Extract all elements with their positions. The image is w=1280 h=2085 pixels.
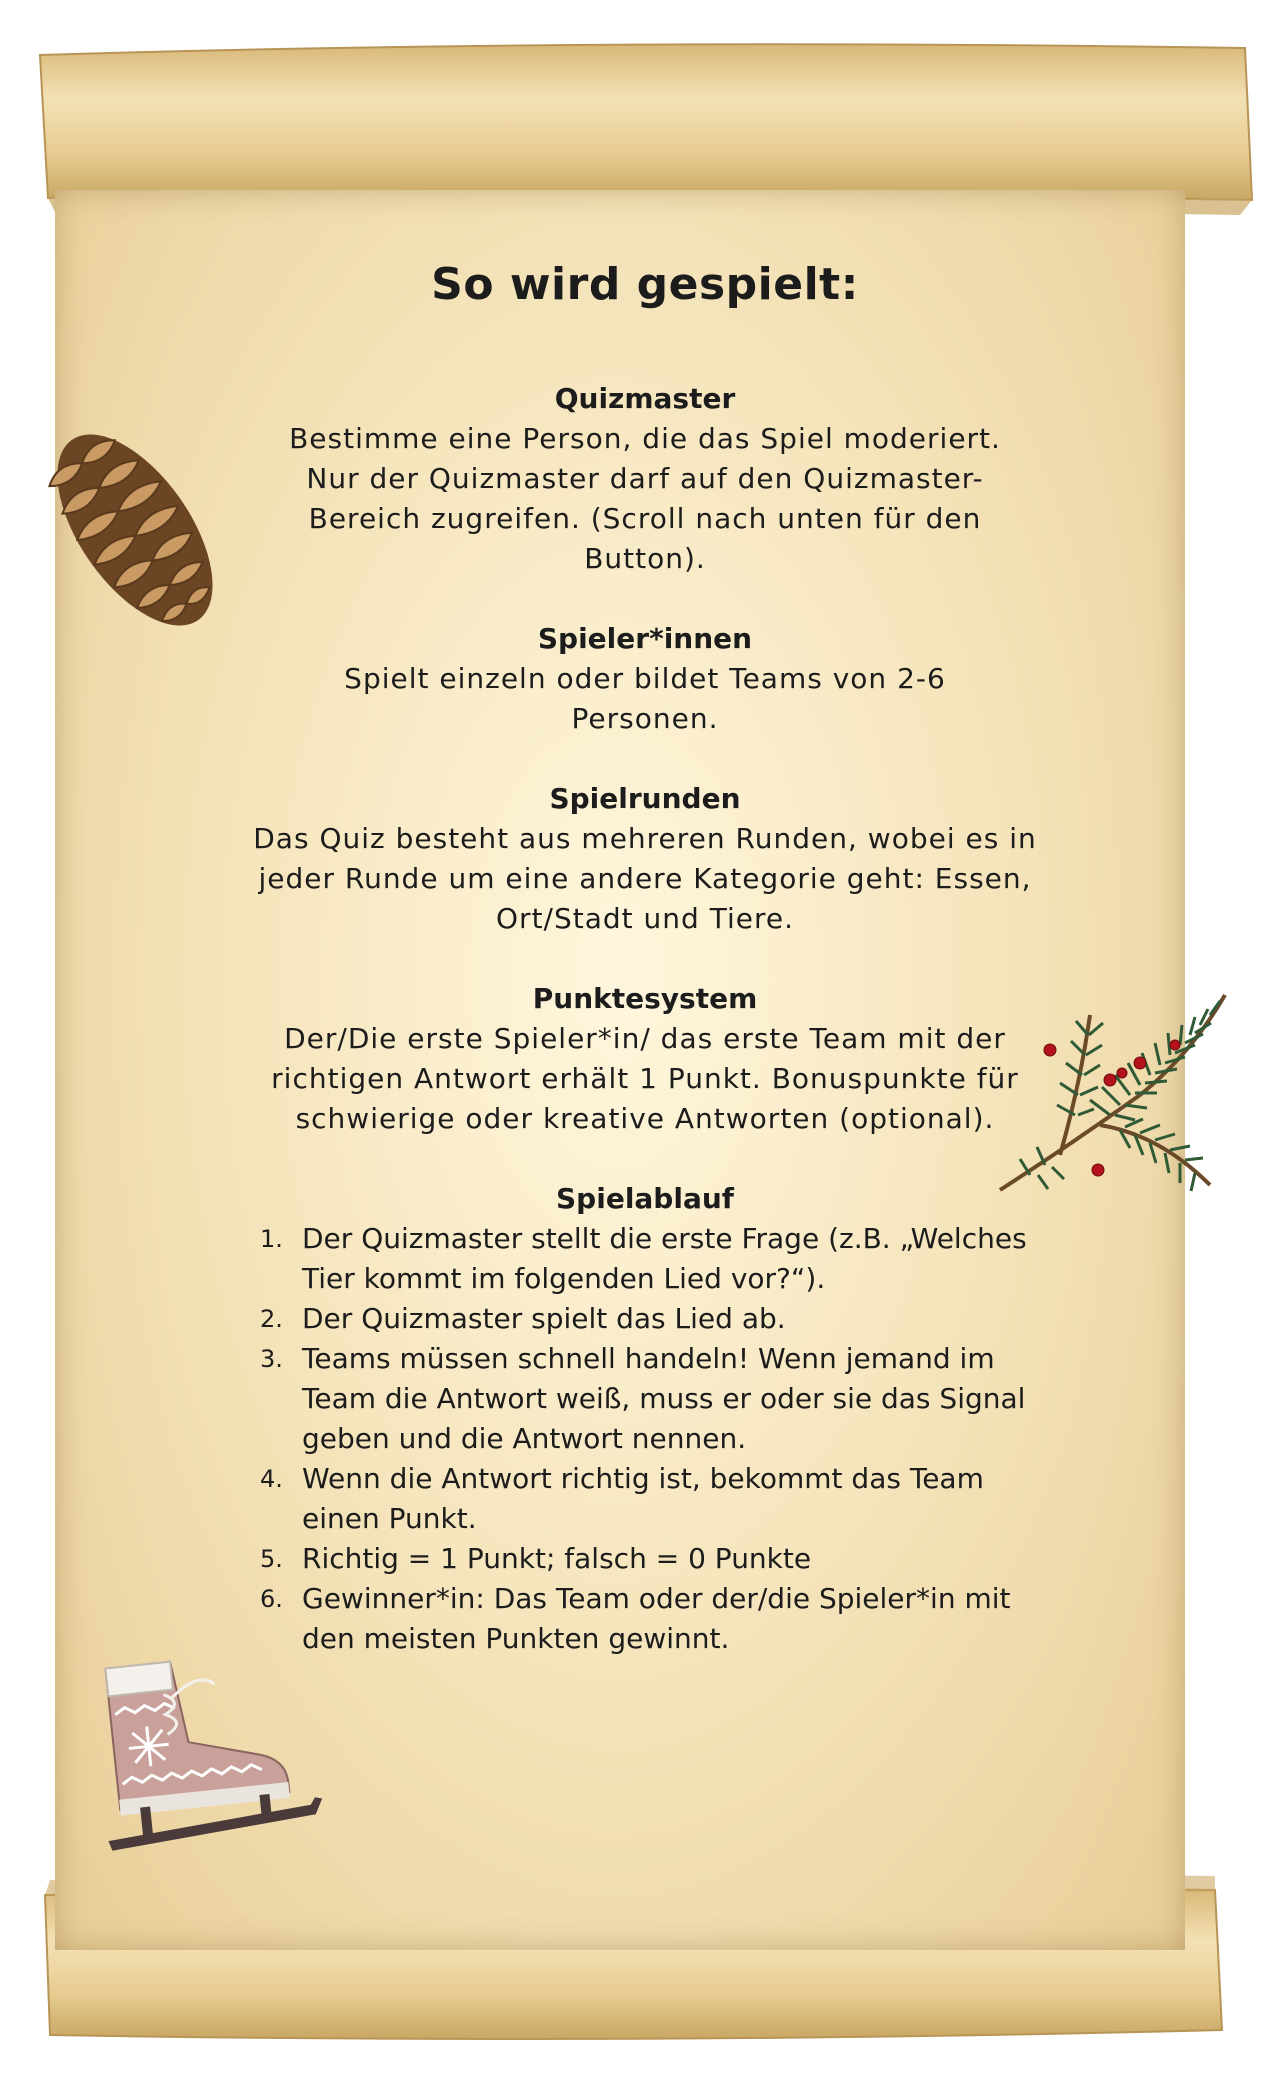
section-heading: Punktesystem bbox=[532, 982, 758, 1015]
pinecone-icon bbox=[30, 405, 240, 655]
section-text: Spielt einzeln oder bildet Teams von 2-6 Personen. bbox=[344, 662, 946, 735]
step-number: 1. bbox=[260, 1225, 283, 1253]
list-item bbox=[260, 1219, 1030, 1299]
section-spielrunden bbox=[253, 779, 1037, 939]
step-text: Richtig = 1 Punkt; falsch = 0 Punkte bbox=[302, 1542, 812, 1575]
section-text: Der/Die erste Spieler*in/ das erste Team mit der richtigen Antwort erhält 1 Punkt. Bonuspunkte für schwierige oder kreative Antworten (optional). bbox=[271, 1022, 1019, 1135]
list-item bbox=[260, 1299, 1030, 1339]
steps-list bbox=[260, 1219, 1030, 1659]
list-item bbox=[260, 1539, 1030, 1579]
step-number: 5. bbox=[260, 1545, 283, 1573]
step-number: 3. bbox=[260, 1345, 283, 1373]
step-text: Wenn die Antwort richtig ist, bekommt das Team einen Punkt. bbox=[302, 1462, 984, 1535]
list-item bbox=[260, 1459, 1030, 1539]
page-title: So wird gespielt: bbox=[431, 259, 859, 310]
section-quizmaster bbox=[260, 379, 1030, 579]
step-number: 2. bbox=[260, 1305, 283, 1333]
section-heading: Spielablauf bbox=[556, 1182, 734, 1215]
section-heading: Spieler*innen bbox=[537, 622, 753, 655]
section-heading: Spielrunden bbox=[549, 782, 741, 815]
step-text: Der Quizmaster stellt die erste Frage (z.B. „Welches Tier kommt im folgenden Lied vor?“). bbox=[302, 1222, 1027, 1295]
section-spielablauf bbox=[260, 1179, 1030, 1659]
step-number: 6. bbox=[260, 1585, 283, 1613]
step-number: 4. bbox=[260, 1465, 283, 1493]
list-item bbox=[260, 1579, 1030, 1659]
section-heading: Quizmaster bbox=[554, 382, 736, 415]
step-text: Gewinner*in: Das Team oder der/die Spieler*in mit den meisten Punkten gewinnt. bbox=[302, 1582, 1011, 1655]
rules-content bbox=[253, 255, 1037, 1699]
section-text: Bestimme eine Person, die das Spiel moderiert. Nur der Quizmaster darf auf den Quizmaster-Bereich zugreifen. (Scroll nach unten für den Button). bbox=[289, 422, 1001, 575]
list-item bbox=[260, 1339, 1030, 1459]
section-spieler bbox=[260, 619, 1030, 739]
section-punktesystem bbox=[260, 979, 1030, 1139]
step-text: Der Quizmaster spielt das Lied ab. bbox=[302, 1302, 786, 1335]
section-text: Das Quiz besteht aus mehreren Runden, wobei es in jeder Runde um eine andere Kategorie geht: Essen, Ort/Stadt und Tiere. bbox=[253, 822, 1037, 935]
step-text: Teams müssen schnell handeln! Wenn jemand im Team die Antwort weiß, muss er oder sie das Signal geben und die Antwort nennen. bbox=[302, 1342, 1026, 1455]
